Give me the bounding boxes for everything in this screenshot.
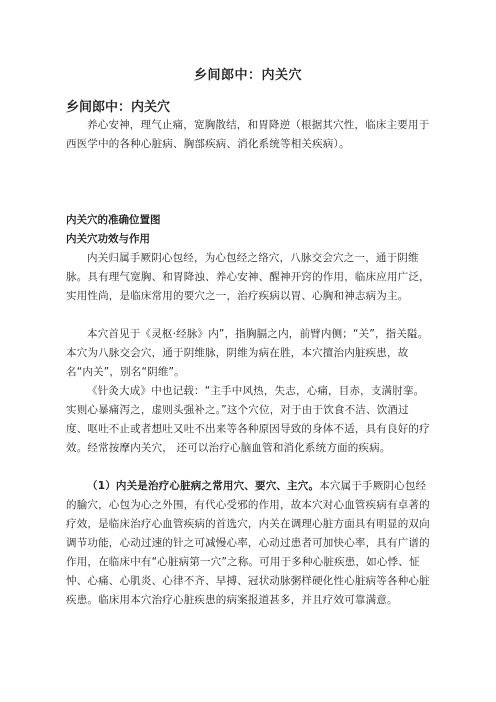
heart-disease-lead: （1）内关是治疗心脏病之常用穴、要穴、主穴。 — [87, 480, 320, 492]
section-title: 乡间郎中：内关穴 — [66, 100, 171, 115]
effects-heading: 内关穴功效与作用 — [66, 233, 150, 245]
intro-paragraph: 养心安神，理气止痛，宽胸散结，和胃降逆（根据其穴性，临床主要用于西医学中的各种心脏病、胸部疾病、消化系统等相关疾病）。 — [66, 119, 430, 150]
heart-disease-body: 本穴属于手厥阴心包经的腧穴，心包为心之外围，有代心受邪的作用，故本穴对心血管疾病有卓著的疗效，是临床治疗心血管疾病的首选穴，内关在调理心脏方面具有明显的双向调节功能，心动过速的针之可减慢心率，心动过患者可加快心率，具有广谱的作用，在临床中有“心脏病第一穴”之称。可用于多种心脏疾患，如心悸、怔忡、心痛、心肌炎、心律不齐、早搏、冠状动脉粥样硬化性心脏病等各种心脏疾患。临床用本穴治疗心脏疾患的病案报道甚多，并且疗效可靠满意。 — [66, 480, 430, 606]
paragraph-heart-disease — [66, 477, 430, 610]
location-heading: 内关穴的准确位置图 — [66, 214, 161, 226]
paragraph-name-origin: 本穴首见于《灵枢·经脉》内”，指胸膈之内，前臂内侧；“关”，指关隘。本穴为八脉交会穴，通于阴维脉，阴维为病在胜，本穴擅治内脏疾患，故名“内关”，别名“阴维”。 — [66, 328, 429, 378]
paragraph-zhenjiu-dacheng: 《针灸大成》中也记载：“主手中风热，失志，心痛，目赤，支满肘挛。实则心暴痛泻之，虚则头强补之。”这个穴位，对于由于饮食不洁、饮酒过度、呕吐不止或者想吐又吐不出来等各种原因导致的身体不适，具有良好的疗效。经常按摩内关穴， 还可以治疗心脑血管和消化系统方面的疾病。 — [66, 385, 430, 454]
paragraph-meridian: 内关归属手厥阴心包经，为心包经之络穴，八脉交会穴之一，通于阴维脉。具有理气宽胸、和胃降浊、养心安神、醒神开窍的作用，临床应用广泛，实用性尚，是临床常用的要穴之一，治疗疾病以胃、心胸和神志病为主。 — [66, 252, 430, 302]
document-title: 乡间郎中：内关穴 — [193, 68, 302, 83]
